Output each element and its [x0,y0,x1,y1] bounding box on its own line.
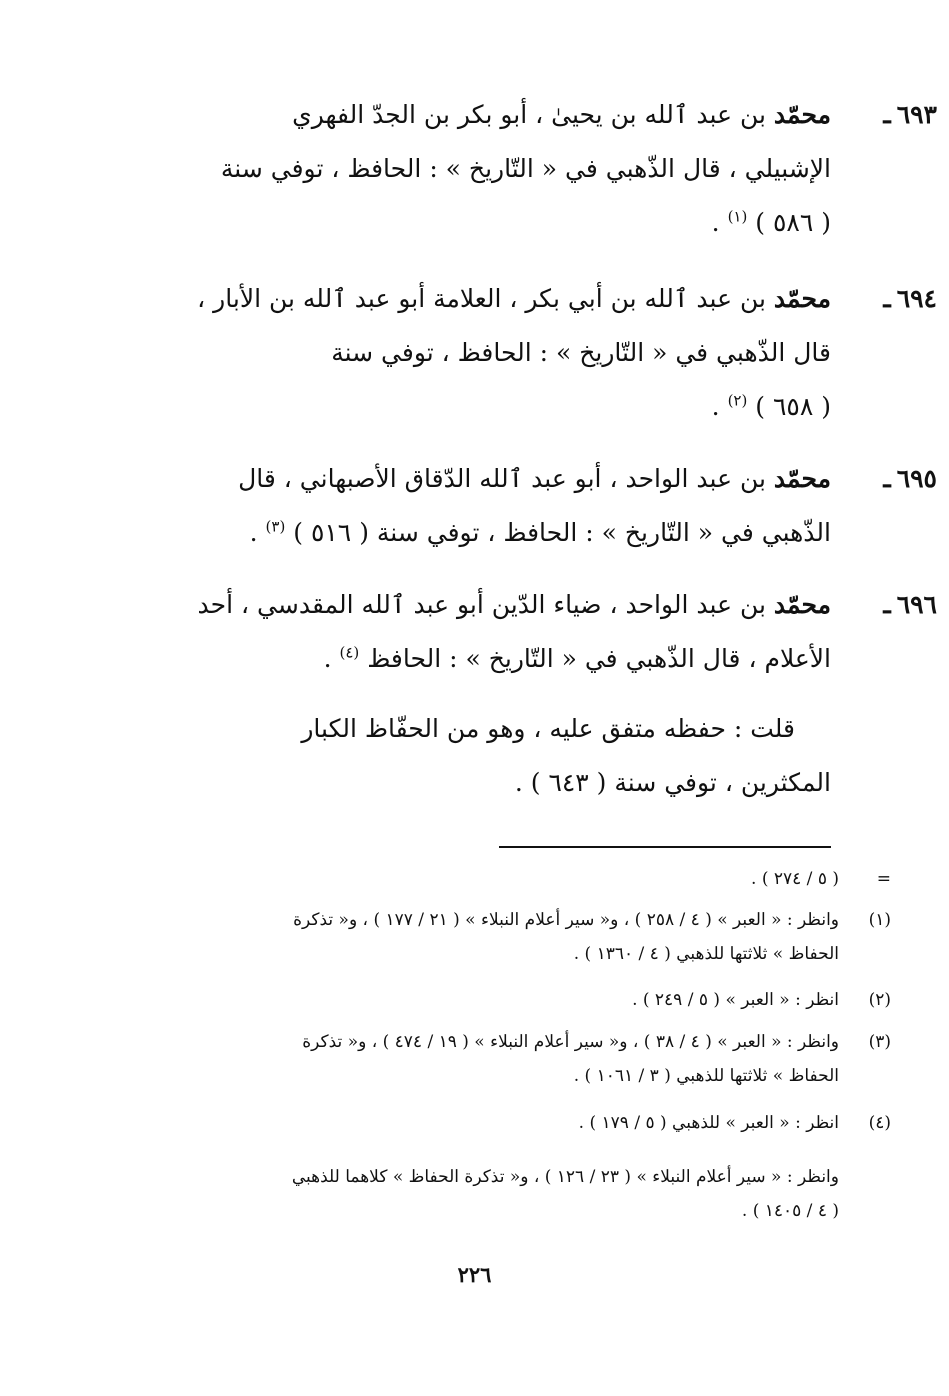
footnote-line: وانظر : « العبر » ( ٤ / ٢٥٨ ) ، و« سير أعلام النبلاء » ( ٢١ / ١٧٧ ) ، و« تذكرة [293,910,839,930]
entry-line: ( ٦٥٨ ) $^{(٢)}$ . [711,391,831,421]
biography-entry [78,88,937,250]
entry-name: محمّد [773,590,831,619]
entry-line: محمّد بن عبد الواحد ، ضياء الدّين أبو عبد ٱلله المقدسي ، أحد [197,590,831,619]
footnote-mark: (٢) [868,990,891,1010]
footnote [82,903,891,971]
footnote-line: انظر : « العبر » ( ٥ / ٢٤٩ ) . [632,990,839,1010]
author-comment [78,702,831,810]
entry-line: الأعلام ، قال الذّهبي في « التّاريخ » : الحافظ $^{(٤)}$ . [323,643,831,673]
biography-entry [78,452,937,560]
footnote-line: وانظر : « العبر » ( ٤ / ٣٨ ) ، و« سير أعلام النبلاء » ( ١٩ / ٤٧٤ ) ، و« تذكرة [302,1032,839,1052]
entry-line: الإشبيلي ، قال الذّهبي في « التّاريخ » : الحافظ ، توفي سنة [220,154,831,183]
footnote-line: الحفاظ » ثلاثتها للذهبي ( ٤ / ١٣٦٠ ) . [573,944,839,964]
footnote-ref[interactable]: (١) [727,207,748,226]
footnote-mark: (٤) [868,1113,891,1133]
footnote-mark: (٣) [868,1032,891,1052]
footnote-ref[interactable]: (٤) [339,643,360,662]
biography-entry [78,272,937,434]
footnote [82,1106,891,1140]
entry-number: ٦٩٦ـ [883,590,937,619]
footnote-ref[interactable]: (٣) [265,517,286,536]
entry-number: ٦٩٤ـ [883,284,937,313]
footnote-line: الحفاظ » ثلاثتها للذهبي ( ٣ / ١٠٦١ ) . [573,1066,839,1086]
footnote [82,983,891,1017]
footnote-divider [499,846,831,848]
entry-name: محمّد [773,464,831,493]
footnote-mark: (١) [868,910,891,930]
entry-number: ٦٩٥ـ [883,464,937,493]
entry-line: قال الذّهبي في « التّاريخ » : الحافظ ، توفي سنة [331,338,831,367]
footnote-extra [82,1160,839,1228]
entry-name: محمّد [773,100,831,129]
entry-line: محمّد بن عبد ٱلله بن يحيىٰ ، أبو بكر بن الجدّ الفهري [292,100,831,129]
entry-line: ( ٥٨٦ ) $^{(١)}$ . [711,207,831,237]
entry-number: ٦٩٣ـ [883,100,937,129]
comment-line: قلت : حفظه متفق عليه ، وهو من الحفّاظ الكبار [301,714,795,743]
biography-entry [78,578,937,686]
page-number: ٢٢٦ [457,1262,492,1287]
footnote-line: ( ٤ / ١٤٠٥ ) . [741,1201,839,1221]
continuation-mark: = [876,869,891,889]
footnote-ref[interactable]: (٢) [727,391,748,410]
entry-line: الذّهبي في « التّاريخ » : الحافظ ، توفي سنة ( ٥١٦ ) $^{(٣)}$ . [249,517,831,547]
entry-line: محمّد بن عبد ٱلله بن أبي بكر ، العلامة أبو عبد ٱلله بن الأبار ، [197,284,831,313]
footnote [82,1025,891,1093]
entry-line: محمّد بن عبد الواحد ، أبو عبد ٱلله الدّقاق الأصبهاني ، قال [238,464,831,493]
footnote-continuation: = ( ٥ / ٢٧٤ ) . [82,862,839,896]
footnote-line: وانظر : « سير أعلام النبلاء » ( ٢٣ / ١٢٦ ) ، و« تذكرة الحفاظ » كلاهما للذهبي [291,1167,839,1187]
comment-line: المكثرين ، توفي سنة ( ٦٤٣ ) . [514,768,831,797]
footnote-line: انظر : « العبر » للذهبي ( ٥ / ١٧٩ ) . [578,1113,839,1133]
entry-name: محمّد [773,284,831,313]
